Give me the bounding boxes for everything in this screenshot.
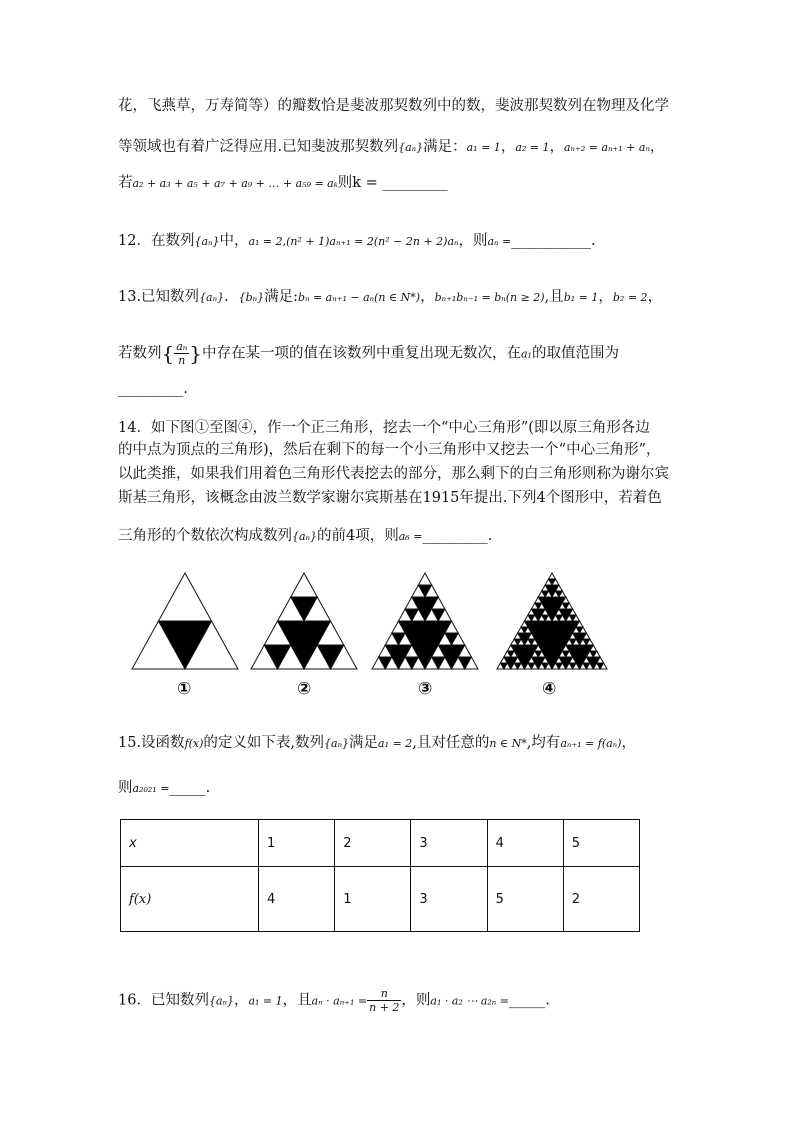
figure-caption-2: ② (297, 679, 312, 699)
q15-text3: ,且对任意的 (412, 735, 490, 751)
q13-frac-den: n (178, 354, 186, 367)
q16: 16．已知数列{aₙ}，a₁ = 1，且aₙ · aₙ₊₁ = $\frac{n}{n + 2}$ ，则a₁ · a₂ ⋯ a₂ₙ =_____. (118, 987, 550, 1014)
table-cell: 3 (411, 867, 487, 932)
q16-ask: a₁ · a₂ ⋯ a₂ₙ = (430, 994, 509, 1008)
q13-cond4: b₂ = 2 (612, 291, 648, 304)
q11-seq: {aₙ} (398, 141, 424, 154)
q11-line2-text: 等领域也有着广泛得应用.已知斐波那契数列 (118, 139, 399, 155)
q11-cond-a2: a₂ = 1 (515, 141, 550, 154)
q13-tail: 的取值范围为 (531, 345, 619, 362)
q15-cond2: n ∈ N* (489, 737, 527, 750)
q13-text: 中存在某一项的值在该数列中重复出现无数次，在 (202, 345, 521, 362)
q13-label: 13.已知数列 (118, 289, 200, 305)
q16-fraction (367, 987, 401, 1014)
q11-line2: 等领域也有着广泛得应用.已知斐波那契数列{aₙ}满足：a₁ = 1，a₂ = 1，aₙ₊₂ = aₙ₊₁ + aₙ， (118, 139, 665, 155)
q14-line3: 以此类推，如果我们用着色三角形代表挖去的部分，那么剩下的白三角形则称为谢尔宾 (118, 466, 669, 482)
q15-text1: 的定义如下表,数列 (203, 735, 325, 751)
q12-seq: {aₙ} (194, 235, 220, 248)
q13-and: ,且 (544, 289, 564, 305)
table-row-fx (121, 867, 640, 932)
table-cell: 1 (259, 820, 335, 867)
q11-line3 (118, 173, 448, 194)
q13-dot: ． (224, 289, 239, 305)
q15-text2: 满足 (349, 735, 379, 751)
q16-blank: _____. (508, 992, 550, 1009)
q15-line1 (118, 733, 636, 754)
q15-then: 则 (118, 780, 133, 796)
function-table (120, 819, 640, 932)
q11-if: 若 (118, 175, 133, 191)
q15-cond3: aₙ₊₁ = f(aₙ) (560, 737, 622, 750)
q11-ask: 则k = _________ (337, 175, 448, 191)
q15-fx: f(x) (184, 737, 204, 750)
q12-tail: ，则 (458, 233, 488, 249)
q13-cond2: bₙ₊₁bₙ₋₁ = bₙ(n ≥ 2) (434, 291, 545, 304)
q13-frac-num: aₙ (176, 340, 188, 353)
table-cell: 4 (259, 867, 335, 932)
q14-seq: {aₙ} (292, 530, 318, 543)
q14-mid: 的前4项，则 (317, 528, 399, 544)
table-cell: f(x) (121, 867, 259, 932)
table-cell: x (121, 820, 259, 867)
q13-fraction (174, 340, 189, 367)
q12 (118, 231, 596, 252)
q14-line5-text: 三角形的个数依次构成数列 (118, 528, 292, 544)
q12-blank: ___________. (511, 233, 596, 249)
q16-frac-den: n + 2 (369, 1001, 400, 1014)
table-cell: 5 (487, 867, 563, 932)
q13-line1: 13.已知数列{aₙ}．{bₙ}满足:bₙ = aₙ₊₁ − aₙ(n ∈ N*)，bₙ₊₁bₙ₋₁ = bₙ(n ≥ 2),且b₁ = 1，b₂ = 2， (118, 289, 663, 305)
q15-line2 (118, 778, 210, 799)
sierpinski-figure-1 (131, 572, 239, 670)
q12-mid: 中， (219, 233, 249, 249)
q15-ask: a₂₀₂₁ = (132, 782, 170, 795)
q15-comma: ， (621, 735, 636, 751)
q11-cond-a1: a₁ = 1 (466, 141, 501, 154)
table-row-x (121, 820, 640, 867)
q13-cond-word: 满足: (264, 289, 298, 305)
q14-line2: 的中点为顶点的三角形)，然后在剩下的每一个小三角形中又挖去一个“中心三角形”， (118, 442, 661, 458)
table-cell: 2 (335, 820, 411, 867)
q11-cond-recurrence: aₙ₊₂ = aₙ₊₁ + aₙ (564, 141, 650, 154)
q14-line5 (118, 526, 492, 547)
q15-blank: _____. (169, 780, 211, 796)
table-cell: 1 (335, 867, 411, 932)
q12-ask: aₙ = (487, 235, 512, 248)
q13-cond3: b₁ = 1 (563, 291, 599, 304)
q13-line3: _________. (118, 381, 188, 397)
q14-line4: 斯基三角形，该概念由波兰数学家谢尔宾斯基在1915年提出.下列4个图形中，若着色 (118, 490, 662, 506)
q11-line1: 花，飞燕草，万寿简等）的瓣数恰是斐波那契数列中的数，斐波那契数列在物理及化学 (118, 98, 669, 114)
q13-cond1: bₙ = aₙ₊₁ − aₙ(n ∈ N*) (297, 291, 421, 304)
q13-seq-b: {bₙ} (238, 291, 265, 304)
sierpinski-figure-4 (496, 572, 608, 670)
table-cell: 5 (563, 820, 639, 867)
q14-line1: 14．如下图①至图④，作一个正三角形，挖去一个“中心三角形”(即以原三角形各边 (118, 420, 650, 436)
q16-tail: ，则 (401, 992, 431, 1009)
q16-cond1: a₁ = 1 (248, 994, 283, 1008)
q16-frac-num: n (367, 987, 401, 1001)
table-cell: 4 (487, 820, 563, 867)
q16-label: 16．已知数列 (118, 992, 209, 1009)
table-cell: 3 (411, 820, 487, 867)
q13-seq-a: {aₙ} (199, 291, 225, 304)
figure-caption-3: ③ (418, 679, 433, 699)
q14-blank: _________. (422, 528, 493, 544)
q12-condition: a₁ = 2,(n² + 1)aₙ₊₁ = 2(n² − 2n + 2)aₙ (248, 235, 459, 248)
table-cell: 2 (563, 867, 639, 932)
q13-if: 若数列 (118, 345, 162, 362)
sierpinski-figure-2 (250, 572, 358, 670)
q13-line2: 若数列{ $\frac{\text{aₙ}}{n}$ }中存在某一项的值在该数列中重复出现无数次，在a₁的取值范围为 (118, 340, 619, 367)
q15-seq: {aₙ} (324, 737, 350, 750)
q16-product: aₙ · aₙ₊₁ = (311, 994, 368, 1008)
q16-and: ，且 (282, 992, 312, 1009)
q16-seq: {aₙ} (208, 994, 234, 1008)
q13-a1: a₁ (521, 347, 532, 361)
q12-label: 12．在数列 (118, 233, 195, 249)
q11-cond-word: 满足： (423, 139, 467, 155)
q15-text4: ,均有 (526, 735, 561, 751)
sierpinski-figure-3 (371, 572, 479, 670)
figure-caption-4: ④ (542, 679, 557, 699)
figure-caption-1: ① (177, 679, 192, 699)
q14-ask: a₆ = (398, 530, 423, 543)
q15-label: 15.设函数 (118, 735, 185, 751)
q15-cond1: a₁ = 2 (378, 737, 413, 750)
q11-sum-expr: a₂ + a₃ + a₅ + a₇ + a₉ + … + a₅₉ = aₖ (132, 177, 338, 190)
